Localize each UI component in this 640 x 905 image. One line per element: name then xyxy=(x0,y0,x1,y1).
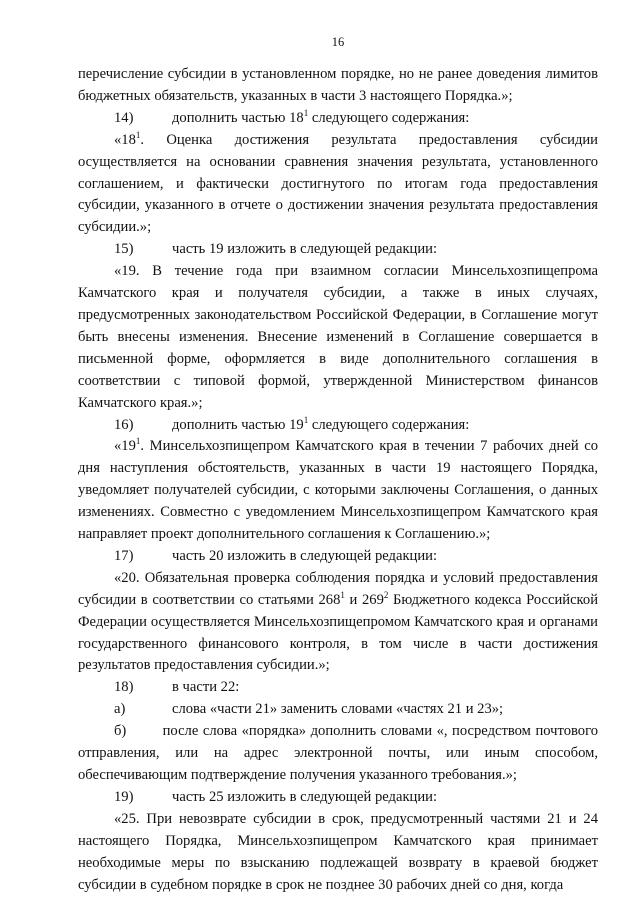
list-item-text: дополнить частью $18^1$ следующего содержания: xyxy=(172,107,470,126)
paragraph: «25. При невозврате субсидии в срок, предусмотренный частями 21 и 24 настоящего Порядка, Минсельхозпищепром Камчатского края принимает необходимые меры по взысканию подлежащей возврату в краевой бюджет субсидии в судебном порядке в срок не позднее 30 рабочих дней со дня, когда xyxy=(78,810,598,893)
list-item xyxy=(78,787,598,809)
list-item-number: 14) xyxy=(114,109,134,126)
list-item xyxy=(78,108,598,130)
paragraph: «19. В течение года при взаимном согласии Минсельхозпищепрома Камчатского края и получателя субсидии, а также в иных случаях, предусмотренных законодательством Российской Федерации, в Соглашение могут быть внесены изменения. Внесение изменений в Соглашение совершается в письменной форме, оформляется в виде дополнительного соглашения в соответствии с типовой формой, утвержденной Министерством финансов Камчатского края.»; xyxy=(78,263,598,411)
list-item-text: дополнить частью $19^1$ следующего содержания: xyxy=(172,414,470,433)
paragraph: «20. Обязательная проверка соблюдения порядка и условий предоставления субсидии в соответствии со статьями $268^1$ и $269^2$ Бюджетного кодекса Российской Федерации осуществляется Минсельхозпищепромом Камчатского края и органами государственного финансового контроля, в том числе в части достижения результатов предоставления субсидии.»; xyxy=(78,569,599,674)
list-item-text: часть 25 изложить в следующей редакции: xyxy=(172,788,438,805)
list-item xyxy=(78,546,598,568)
list-item-number: 16) xyxy=(114,416,134,433)
list-item-text: в части 22: xyxy=(172,679,240,696)
list-item-text: часть 19 изложить в следующей редакции: xyxy=(172,241,438,258)
list-item-number: 18) xyxy=(114,679,134,696)
paragraph: б) после слова «порядка» дополнить словами «, посредством почтового отправления, или на адрес электронной почты, или иным способом, обеспечивающим подтверждение получения указанного требования.»; xyxy=(78,723,598,783)
list-item-number: 17) xyxy=(114,547,134,564)
page-number: 16 xyxy=(331,35,345,49)
paragraph: «$18^1$. Оценка достижения результата предоставления субсидии осуществляется на основании сравнения значения результата, установленного соглашением, и фактически достигнутого по итогам года предоставления субсидии, указанного в отчете о достижении значения результата предоставления субсидии.»; xyxy=(78,129,598,236)
paragraph: «$19^1$. Минсельхозпищепром Камчатского края в течении 7 рабочих дней со дня наступления обстоятельств, указанных в части 19 настоящего Порядка, уведомляет получателей субсидии, с которыми заключены Соглашения, о данных изменениях. Совместно с уведомлением Минсельхозпищепром Камчатского края направляет проект дополнительного соглашения к Соглашению.»; xyxy=(78,436,598,543)
paragraph-continuation: перечисление субсидии в установленном порядке, но не ранее доведения лимитов бюджетных обязательств, указанных в части 3 настоящего Порядка.»; xyxy=(78,66,598,104)
list-item-number: а) xyxy=(114,701,126,718)
list-item-number: 15) xyxy=(114,241,134,258)
list-item xyxy=(78,239,598,261)
list-item-number: 19) xyxy=(114,788,134,805)
list-item-text: часть 20 изложить в следующей редакции: xyxy=(172,547,438,564)
list-item xyxy=(78,677,598,699)
list-item xyxy=(78,415,598,437)
document-body xyxy=(78,64,598,896)
document-page xyxy=(78,34,598,896)
list-item-text: слова «части 21» заменить словами «частях 21 и 23»; xyxy=(172,701,504,718)
list-item xyxy=(78,699,598,721)
